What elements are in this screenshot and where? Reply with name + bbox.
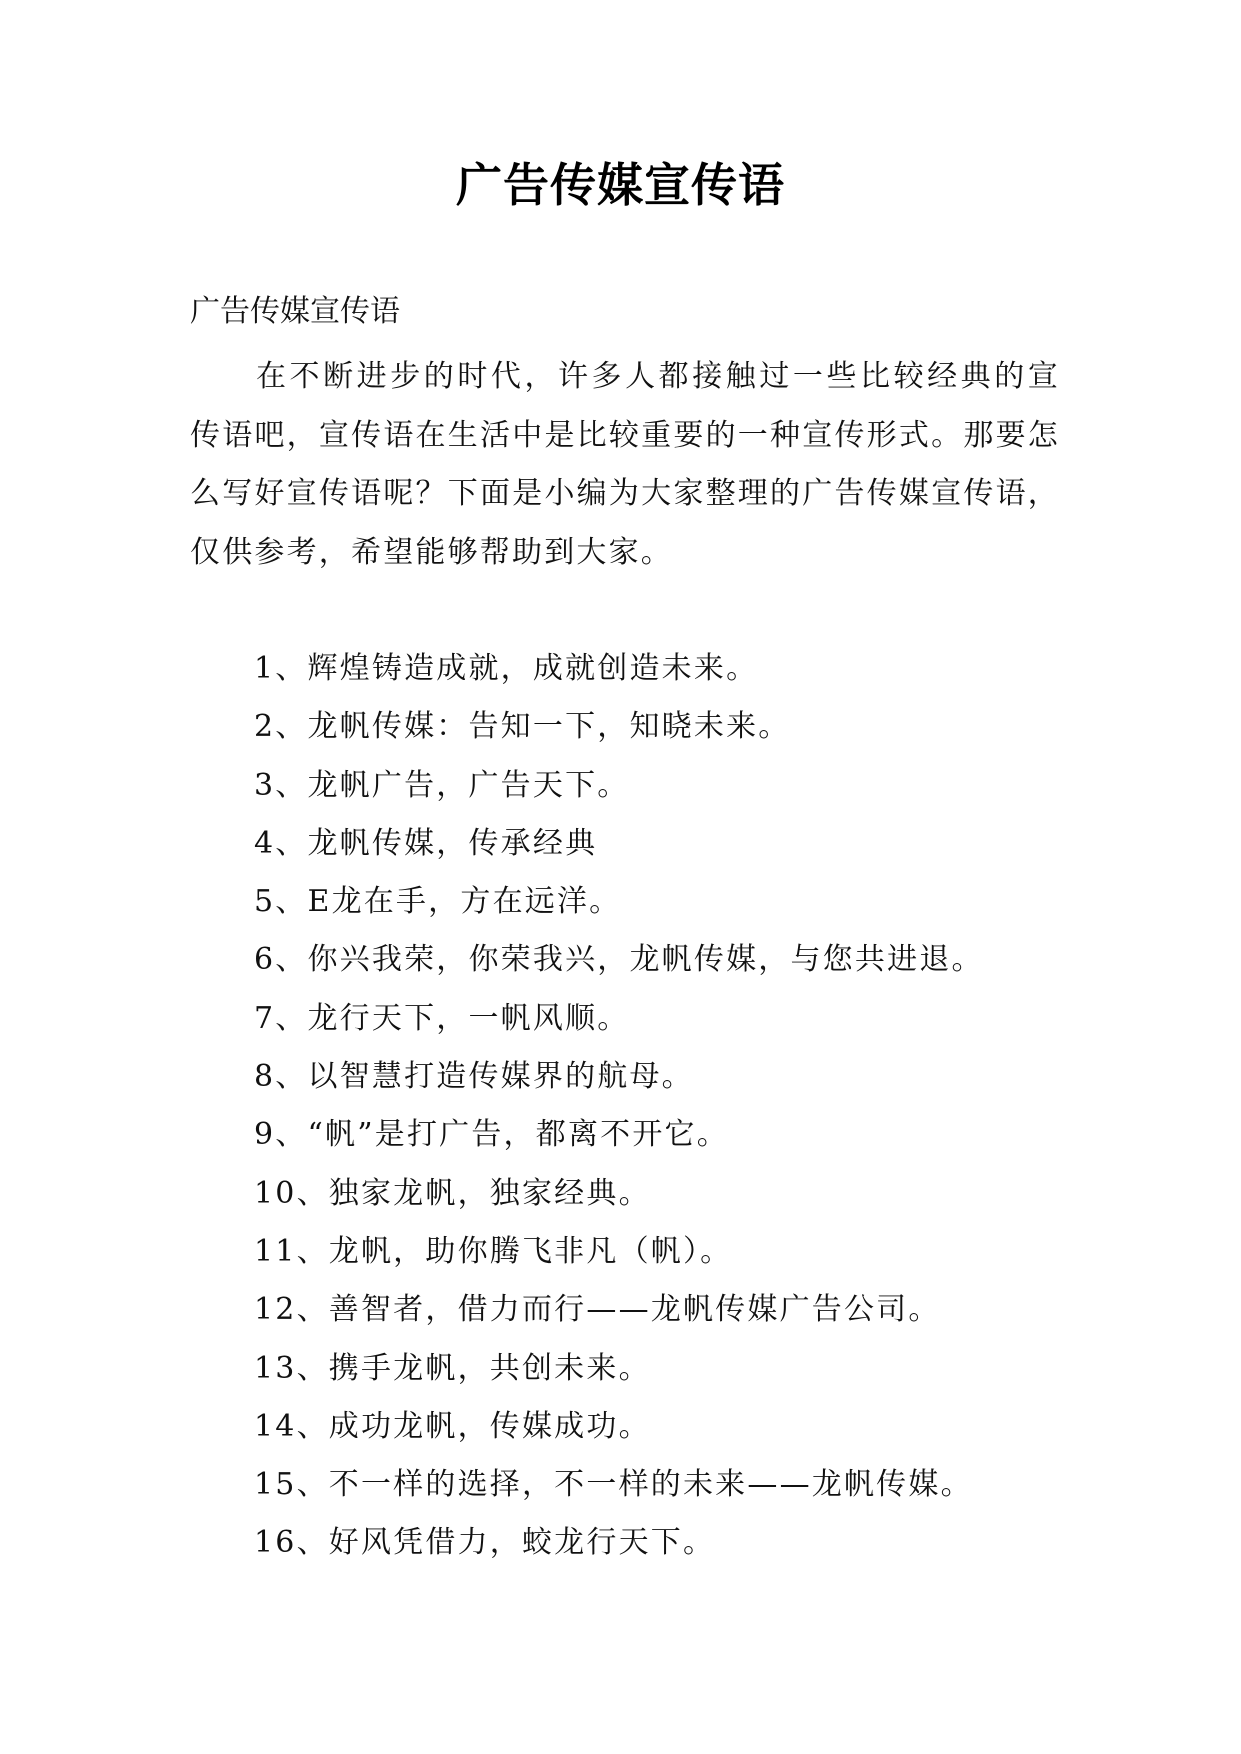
slogan-item: 15、不一样的选择，不一样的未来——龙帆传媒。: [254, 1467, 973, 1503]
slogan-item: 8、以智慧打造传媒界的航母。: [254, 1059, 694, 1095]
slogan-item: 9、“帆”是打广告，都离不开它。: [254, 1117, 729, 1153]
slogan-item: 3、龙帆广告，广告天下。: [254, 767, 630, 803]
slogan-item: 7、龙行天下，一帆风顺。: [254, 1000, 630, 1036]
document-subheading: 广告传媒宣传语: [190, 294, 400, 329]
slogan-item: 2、龙帆传媒：告知一下，知晓未来。: [254, 709, 791, 745]
intro-paragraph: 在不断进步的时代，许多人都接触过一些比较经典的宣传语吧，宣传语在生活中是比较重要的一种宣传形式。那要怎么写好宣传语呢？下面是小编为大家整理的广告传媒宣传语，仅供参考，希望能够帮助到大家。: [190, 359, 1060, 570]
slogan-item: 10、独家龙帆，独家经典。: [254, 1175, 651, 1211]
slogan-item: 14、成功龙帆，传媒成功。: [254, 1408, 651, 1444]
slogan-list: [254, 640, 1074, 1573]
slogan-item: 16、好风凭借力，蛟龙行天下。: [254, 1525, 716, 1561]
page-title: 广告传媒宣传语: [456, 158, 785, 212]
slogan-item: 13、携手龙帆，共创未来。: [254, 1350, 651, 1386]
slogan-item: 6、你兴我荣，你荣我兴，龙帆传媒，与您共进退。: [254, 942, 984, 978]
slogan-item: 4、龙帆传媒，传承经典: [254, 825, 598, 861]
slogan-item: 1、辉煌铸造成就，成就创造未来。: [254, 651, 759, 686]
slogan-item: 11、龙帆，助你腾飞非凡（帆）。: [254, 1233, 733, 1269]
slogan-item: 5、E龙在手，方在远洋。: [254, 884, 622, 920]
slogan-item: 12、善智者，借力而行——龙帆传媒广告公司。: [254, 1292, 941, 1328]
